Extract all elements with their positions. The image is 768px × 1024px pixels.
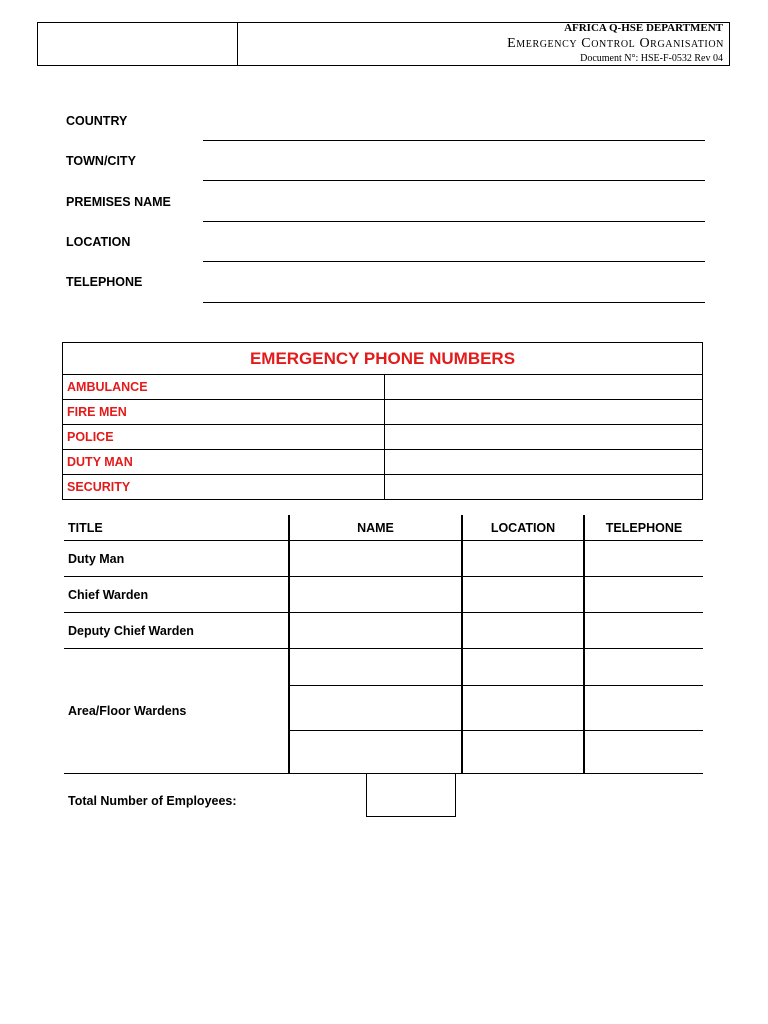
chief-warden-title: Chief Warden [64,577,289,613]
telephone-column-header: TELEPHONE [584,515,703,541]
location-field[interactable] [203,261,705,262]
country-label: COUNTRY [66,114,128,128]
police-number-cell[interactable] [385,425,703,450]
emergency-phone-table [62,342,703,500]
ambulance-label: AMBULANCE [63,375,385,400]
table-row [64,649,703,686]
telephone-cell[interactable] [584,649,703,686]
telephone-field[interactable] [203,302,705,303]
location-cell[interactable] [462,613,584,649]
telephone-cell[interactable] [584,541,703,577]
telephone-cell[interactable] [584,731,703,774]
ambulance-number-cell[interactable] [385,375,703,400]
emergency-table-title: EMERGENCY PHONE NUMBERS [63,343,703,375]
telephone-cell[interactable] [584,613,703,649]
name-column-header: NAME [289,515,462,541]
telephone-cell[interactable] [584,577,703,613]
duty-man-label: DUTY MAN [63,450,385,475]
table-row [63,375,703,400]
table-row [63,450,703,475]
premises-name-label: PREMISES NAME [66,195,171,209]
area-floor-wardens-title: Area/Floor Wardens [64,649,289,774]
table-row [63,400,703,425]
department-name: AFRICA Q-HSE DEPARTMENT [564,22,723,34]
table-row [64,613,703,649]
title-column-header: TITLE [64,515,289,541]
total-employees-box[interactable] [366,773,456,817]
security-label: SECURITY [63,475,385,500]
document-number: Document N°: HSE-F-0532 Rev 04 [580,53,723,64]
town-city-field[interactable] [203,180,705,181]
location-column-header: LOCATION [462,515,584,541]
fire-men-number-cell[interactable] [385,400,703,425]
name-cell[interactable] [289,686,462,731]
duty-man-number-cell[interactable] [385,450,703,475]
security-number-cell[interactable] [385,475,703,500]
location-cell[interactable] [462,541,584,577]
duty-man-title: Duty Man [64,541,289,577]
logo-area [37,22,238,66]
telephone-label: TELEPHONE [66,275,143,289]
total-employees-label: Total Number of Employees: [68,794,237,808]
location-cell[interactable] [462,731,584,774]
town-city-label: TOWN/CITY [66,154,136,168]
table-row [63,475,703,500]
telephone-cell[interactable] [584,686,703,731]
location-cell[interactable] [462,577,584,613]
name-cell[interactable] [289,731,462,774]
document-title: Emergency Control Organisation [507,36,724,51]
personnel-table [64,515,703,774]
name-cell[interactable] [289,613,462,649]
location-label: LOCATION [66,235,131,249]
name-cell[interactable] [289,649,462,686]
table-row [63,425,703,450]
name-cell[interactable] [289,577,462,613]
location-cell[interactable] [462,649,584,686]
table-row [64,541,703,577]
country-field[interactable] [203,140,705,141]
fire-men-label: FIRE MEN [63,400,385,425]
table-row [64,577,703,613]
name-cell[interactable] [289,541,462,577]
police-label: POLICE [63,425,385,450]
deputy-chief-warden-title: Deputy Chief Warden [64,613,289,649]
premises-name-field[interactable] [203,221,705,222]
table-header-row [63,343,703,375]
location-cell[interactable] [462,686,584,731]
table-header-row [64,515,703,541]
